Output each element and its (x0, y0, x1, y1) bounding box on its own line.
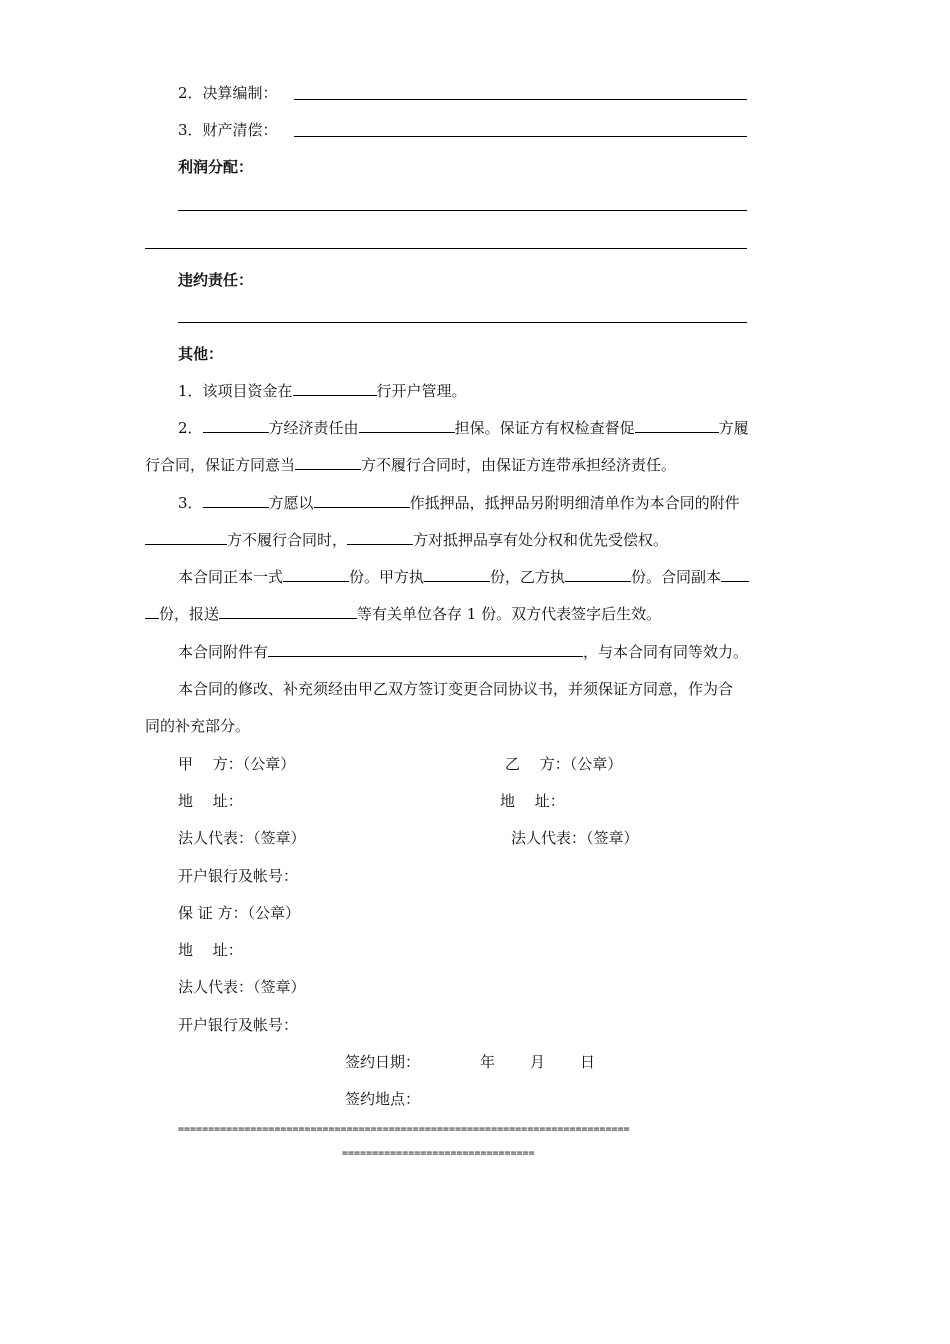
text: 1．该项目资金在 (178, 382, 293, 400)
text: 方不履行合同时， (227, 531, 348, 549)
blank-field[interactable] (203, 418, 269, 433)
other-heading: 其他： (178, 345, 224, 363)
separator-line: =========================================================================== (178, 1124, 630, 1135)
blank-line[interactable] (178, 210, 747, 211)
separator-line: ================================ (342, 1148, 535, 1159)
blank-field[interactable] (145, 530, 227, 545)
copies-clause-cont (145, 604, 661, 624)
signing-place-label: 签约地点： (345, 1090, 421, 1108)
blank-field[interactable] (283, 567, 349, 582)
amend-clause: 本合同的修改、补充须经由甲乙双方签订变更合同协议书，并须保证方同意，作为合 (178, 680, 734, 698)
text: 方对抵押品享有处分权和优先受偿权。 (413, 531, 669, 549)
text: 方不履行合同时，由保证方连带承担经济责任。 (361, 456, 677, 474)
text: 担保。保证方有权检查督促 (454, 419, 635, 437)
blank-line[interactable] (145, 248, 747, 249)
date-day: 日 (580, 1053, 596, 1071)
annex-clause (178, 642, 748, 662)
rep-g-label: 法人代表：（签章） (178, 978, 306, 996)
party-a-label: 甲 方：（公章） (178, 755, 296, 773)
blank-field[interactable] (268, 642, 583, 657)
text: 本合同附件有 (178, 643, 269, 661)
text: 本合同正本一式 (178, 568, 284, 586)
text: 份。甲方执 (349, 568, 425, 586)
text: 作抵押品，抵押品另附明细清单作为本合同的附件 (409, 494, 740, 512)
address-a-label: 地 址： (178, 792, 243, 810)
text: 方愿以 (268, 494, 314, 512)
text: 份，报送 (159, 605, 220, 623)
signing-date-label: 签约日期： (345, 1053, 421, 1071)
blank-field[interactable] (721, 567, 749, 582)
blank-field[interactable] (347, 530, 413, 545)
blank-field[interactable] (314, 493, 410, 508)
blank-field[interactable] (145, 604, 159, 619)
settlement-item-2-label: 2．决算编制： (178, 84, 278, 102)
blank-line[interactable] (178, 322, 747, 323)
settlement-item-2 (178, 83, 278, 103)
blank-field[interactable] (424, 567, 490, 582)
copies-clause (178, 567, 749, 587)
breach-heading: 违约责任： (178, 271, 254, 289)
settlement-item-3 (178, 120, 278, 140)
blank-field[interactable] (635, 418, 719, 433)
amend-clause-cont: 同的补充部分。 (145, 717, 251, 735)
guarantor-label: 保 证 方：（公章） (178, 904, 301, 922)
blank-field[interactable] (219, 604, 357, 619)
blank-field[interactable] (203, 493, 269, 508)
address-g-label: 地 址： (178, 941, 243, 959)
other-item-2 (178, 418, 749, 438)
date-month: 月 (530, 1053, 546, 1071)
text: 2． (178, 419, 203, 437)
party-b-label: 乙 方：（公章） (505, 755, 623, 773)
blank-field[interactable] (565, 567, 631, 582)
text: 3． (178, 494, 203, 512)
text: 份。合同副本 (631, 568, 722, 586)
rep-a-label: 法人代表：（签章） (178, 829, 306, 847)
blank-line[interactable] (294, 136, 747, 137)
address-b-label: 地 址： (500, 792, 565, 810)
text: 行开户管理。 (376, 382, 467, 400)
blank-line[interactable] (294, 99, 747, 100)
other-item-2-cont (145, 455, 676, 475)
text: 方履 (718, 419, 749, 437)
rep-b-label: 法人代表：（签章） (511, 829, 639, 847)
bank-g-label: 开户银行及帐号： (178, 1016, 299, 1034)
blank-field[interactable] (293, 381, 377, 396)
text: 行合同，保证方同意当 (145, 456, 296, 474)
text: ，与本合同有同等效力。 (583, 643, 749, 661)
text: 等有关单位各存 1 份。双方代表签字后生效。 (357, 605, 662, 623)
other-item-3-cont (145, 530, 668, 550)
text: 方经济责任由 (268, 419, 359, 437)
text: 份，乙方执 (490, 568, 566, 586)
bank-a-label: 开户银行及帐号： (178, 867, 299, 885)
date-year: 年 (480, 1053, 496, 1071)
blank-field[interactable] (359, 418, 455, 433)
blank-field[interactable] (295, 455, 361, 470)
other-item-3 (178, 493, 740, 513)
other-item-1 (178, 381, 467, 401)
profit-heading: 利润分配： (178, 158, 254, 176)
settlement-item-3-label: 3．财产清偿： (178, 121, 278, 139)
